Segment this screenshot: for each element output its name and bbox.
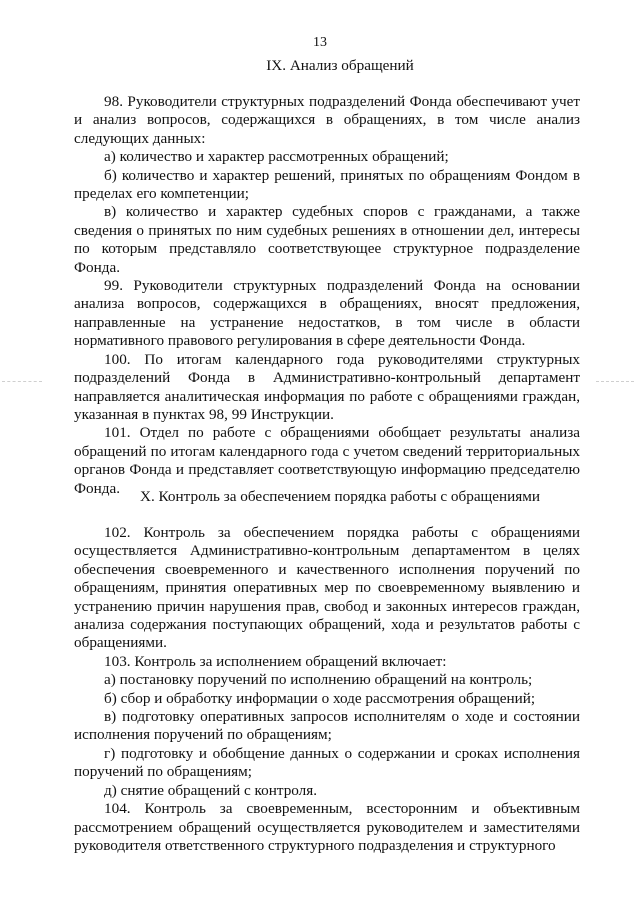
paragraph-101: 101. Отдел по работе с обращениями обобщает результаты анализа обращений по итогам календарного года с учетом сведений территориальных органов Фонда и представляет соответствующую информацию председателю Фонда. (74, 424, 580, 497)
paragraph-100: 100. По итогам календарного года руководителями структурных подразделений Фонда в Административно-контрольный департамент направляется аналитическая информация по работе с обращениями граждан, указанная в пунктах 98, 99 Инструкции. (74, 350, 580, 423)
scan-artifact-right (596, 381, 634, 383)
paragraph-103d: г) подготовку и обобщение данных о содержании и сроках исполнения поручений по обращениям; (74, 744, 580, 781)
section-heading-analysis: IX. Анализ обращений (266, 57, 414, 74)
section-heading-control: X. Контроль за обеспечением порядка работы с обращениями (140, 488, 540, 505)
section-control-body (74, 524, 580, 855)
paragraph-104: 104. Контроль за своевременным, всесторонним и объективным рассмотрением обращений осуществляется руководителем и заместителями руководителя ответственного структурного подразделения и структурного (74, 800, 580, 854)
paragraph-98b: б) количество и характер решений, принятых по обращениям Фондом в пределах его компетенции; (74, 166, 580, 203)
paragraph-103e: д) снятие обращений с контроля. (104, 781, 318, 799)
scan-artifact-left (2, 381, 42, 383)
paragraph-103b: б) сбор и обработку информации о ходе рассмотрения обращений; (104, 689, 536, 707)
paragraph-103: 103. Контроль за исполнением обращений включает: (104, 652, 447, 670)
page-number: 13 (313, 35, 327, 50)
paragraph-98a: а) количество и характер рассмотренных обращений; (104, 148, 449, 166)
paragraph-99: 99. Руководители структурных подразделений Фонда на основании анализа вопросов, содержащихся в обращениях, вносят предложения, направленные на устранение недостатков, в том числе в области нормативного правового регулирования в сфере деятельности Фонда. (74, 277, 580, 350)
paragraph-98c: в) количество и характер судебных споров с гражданами, а также сведения о принятых по ним судебных решениях в отношении дел, интересы по которым представляло соответствующее структурное подразделение Фонда. (74, 203, 580, 276)
paragraph-103c: в) подготовку оперативных запросов исполнителям о ходе и состоянии исполнения поручений по обращениям; (74, 708, 580, 744)
paragraph-102: 102. Контроль за обеспечением порядка работы с обращениями осуществляется Административно-контрольным департаментом в целях обеспечения своевременного и качественного исполнения поручений по обращениям, принятия оперативных мер по своевременному выявлению и устранению причин нарушения прав, свобод и законных интересов граждан, анализа содержания поступающих обращений, хода и результатов работы с обращениями. (74, 524, 580, 652)
section-analysis-body (74, 93, 580, 498)
paragraph-98: 98. Руководители структурных подразделений Фонда обеспечивают учет и анализ вопросов, содержащихся в обращениях, в том числе анализ следующих данных: (74, 93, 580, 147)
paragraph-103a: а) постановку поручений по исполнению обращений на контроль; (104, 671, 533, 689)
